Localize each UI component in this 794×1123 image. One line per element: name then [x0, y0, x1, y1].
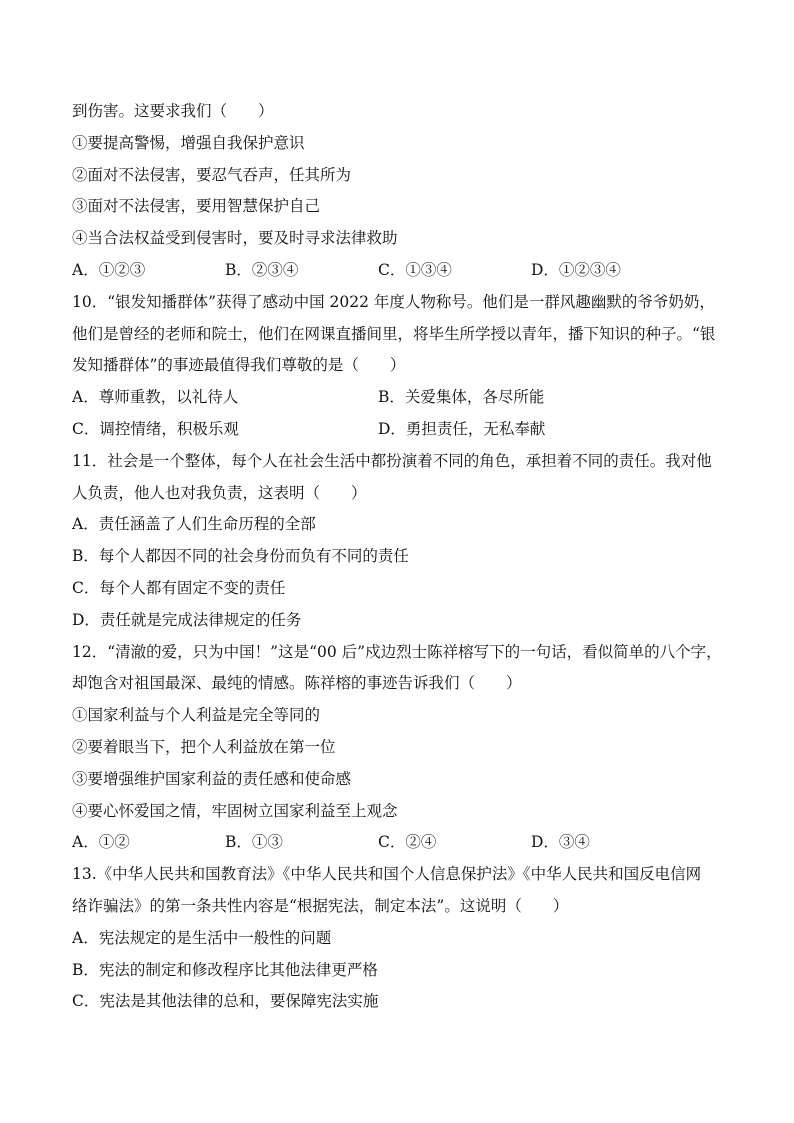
statement-2: ②要着眼当下，把个人利益放在第一位 — [72, 737, 336, 756]
question-10-stem-line-2: 他们是曾经的老师和院士，他们在网课直播间里，将毕生所学授以青年，播下知识的种子。“银 — [72, 324, 716, 343]
statement-3: ③面对不法侵害，要用智慧保护自己 — [72, 197, 321, 216]
option-b: B．关爱集体，各尽所能 — [378, 388, 545, 407]
question-11-stem-line-1: 11．社会是一个整体，每个人在社会生活中都扮演着不同的角色，承担着不同的责任。我对他 — [72, 451, 712, 470]
option-b: B．②③④ — [225, 260, 299, 279]
question-12-options — [72, 827, 732, 859]
statement-4: ④当合法权益受到侵害时，要及时寻求法律救助 — [72, 229, 398, 248]
option-a: A．宪法规定的是生活中一般性的问题 — [72, 928, 332, 947]
option-d: D．责任就是完成法律规定的任务 — [72, 610, 302, 629]
statement-4: ④要心怀爱国之情，牢固树立国家利益至上观念 — [72, 801, 398, 820]
option-a: A．尊师重教，以礼待人 — [72, 388, 239, 407]
question-9-stem-tail: 到伤害。这要求我们（ ） — [72, 102, 274, 120]
option-c: C．调控情绪，积极乐观 — [72, 419, 239, 438]
question-13 — [72, 859, 732, 1018]
statement-1: ①国家利益与个人利益是完全等同的 — [72, 706, 321, 725]
question-9-options — [72, 255, 732, 287]
option-c: C．②④ — [378, 833, 437, 852]
question-10-stem-line-3: 发知播群体”的事迹最值得我们尊敬的是（ ） — [72, 356, 406, 375]
question-12 — [72, 637, 732, 860]
question-11-stem-line-2: 人负责，他人也对我负责，这表明（ ） — [72, 483, 367, 502]
option-d: D．勇担责任，无私奉献 — [378, 419, 546, 438]
exam-page — [72, 96, 732, 1018]
question-13-stem-line-2: 络诈骗法》的第一条共性内容是“根据宪法，制定本法”。这说明（ ） — [72, 896, 569, 915]
option-b: B．①③ — [225, 833, 283, 852]
question-10 — [72, 287, 732, 446]
option-c: C．①③④ — [378, 260, 452, 279]
question-10-options-row-2 — [72, 414, 732, 446]
question-10-stem-line-1: 10．“银发知播群体”获得了感动中国 2022 年度人物称号。他们是一群风趣幽默的爷爷奶奶， — [72, 292, 715, 311]
statement-3: ③要增强维护国家利益的责任感和使命感 — [72, 769, 352, 788]
option-c: C．每个人都有固定不变的责任 — [72, 578, 286, 597]
option-b: B．每个人都因不同的社会身份而负有不同的责任 — [72, 547, 409, 566]
option-a: A．责任涵盖了人们生命历程的全部 — [72, 515, 316, 534]
option-d: D．①②③④ — [531, 260, 621, 279]
option-a: A．①②③ — [72, 260, 146, 279]
question-12-stem-line-2: 却饱含对祖国最深、最纯的情感。陈祥榕的事迹告诉我们（ ） — [72, 674, 522, 693]
question-9 — [72, 96, 732, 287]
option-d: D．③④ — [531, 833, 590, 852]
question-10-options-row-1 — [72, 382, 732, 414]
option-a: A．①② — [72, 833, 130, 852]
question-13-stem-line-1: 13.《中华人民共和国教育法》《中华人民共和国个人信息保护法》《中华人民共和国反电信网 — [72, 865, 702, 884]
option-b: B．宪法的制定和修改程序比其他法律更严格 — [72, 960, 378, 979]
statement-1: ①要提高警惕，增强自我保护意识 — [72, 133, 305, 152]
option-c: C．宪法是其他法律的总和，要保障宪法实施 — [72, 992, 379, 1011]
statement-2: ②面对不法侵害，要忍气吞声，任其所为 — [72, 165, 352, 184]
question-12-stem-line-1: 12．“清澈的爱，只为中国！”这是“00 后”戍边烈士陈祥榕写下的一句话，看似简单的八个字， — [72, 642, 722, 661]
question-11 — [72, 446, 732, 637]
